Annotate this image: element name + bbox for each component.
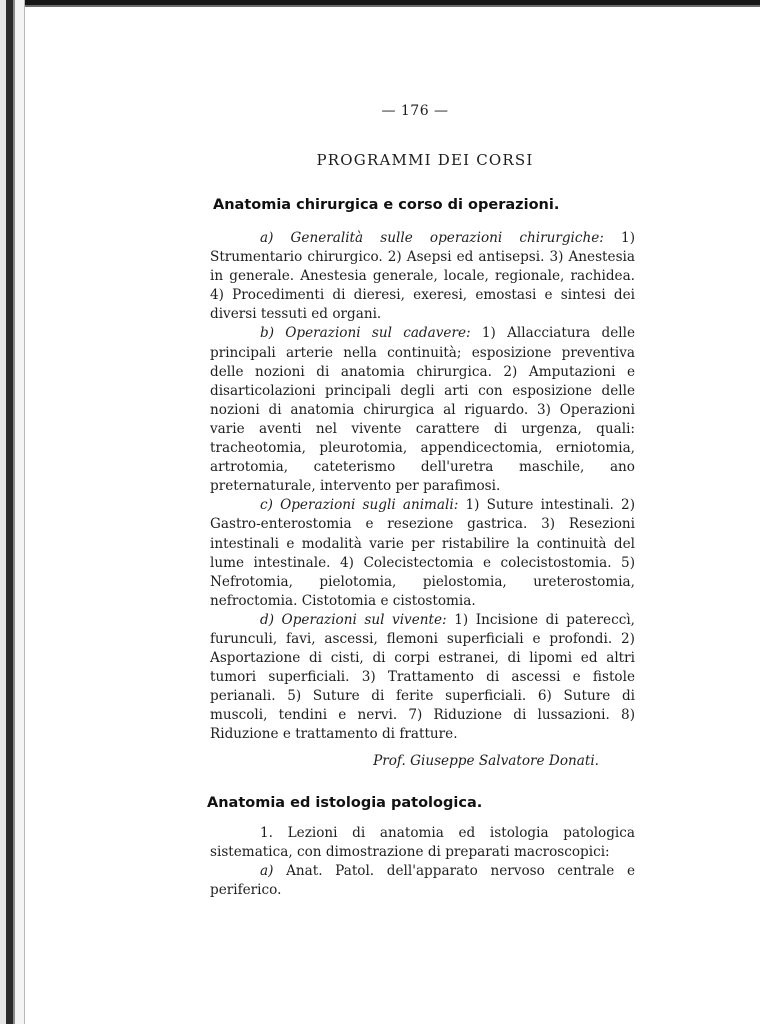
paragraph-text: 1) Suture intestinali. 2) Gastro-enterostomia e resezione gastrica. 3) Resezioni intestinali e modalità varie per ristabilire la continuità del lume intestinale. 4) Colecistectomia e colecistostomia. 5) Nefrotomia, pielotomia, pielostomia, ureterostomia, nefroctomia. Cistotomia e cistostomia. — [210, 497, 636, 609]
section-body-anatomia-chirurgica — [210, 229, 635, 771]
paragraph-text: 1) Incisione di patereccì, furunculi, favi, ascessi, flemoni superficiali e profondi. 2) Asportazione di cisti, di corpi estranei, di lipomi ed altri tumori superficiali. 3) Trattamento di ascessi e fistole perianali. 5) Suture di ferite superficiali. 6) Suture di muscoli, tendini e nervi. 7) Riduzione di lussazioni. 8) Riduzione e trattamento di fratture. — [210, 611, 636, 743]
paragraph-lead: c) Operazioni sugli animali: — [260, 497, 459, 514]
paragraph-text: 1. Lezioni di anatomia ed istologia patologica sistematica, con dimostrazione di preparati macroscopici: — [210, 825, 635, 861]
paragraph-generalita — [210, 229, 635, 324]
paragraph-text: Anat. Patol. dell'apparato nervoso centrale e periferico. — [210, 863, 635, 899]
scan-binding-edge — [0, 0, 28, 1024]
paragraph-vivente — [210, 611, 635, 745]
paragraph-lead: a) — [260, 863, 274, 880]
paragraph-animali — [210, 496, 635, 611]
section-title-anatomia-patologica: Anatomia ed istologia patologica. — [207, 795, 483, 811]
paragraph-text: 1) Allacciatura delle principali arterie nella continuità; esposizione preventiva delle nozioni di anatomia chirurgica. 2) Amputazioni e disarticolazioni principali degli arti con esposizione delle nozioni di anatomia chirurgica al riguardo. 3) Operazioni varie aventi nel vivente carattere di urgenza, quali: tracheotomia, pleurotomia, appendicectomia, erniotomia, artrotomia, cateterismo dell'uretra maschile, ano preternaturale, intervento per parafimosi. — [210, 325, 635, 495]
paragraph-cadavere — [210, 324, 635, 496]
paragraph-anat-patol — [210, 862, 635, 900]
paragraph-lezioni — [210, 824, 635, 862]
paragraph-text: 1) Strumentario chirurgico. 2) Asepsi ed antisepsi. 3) Anestesia in generale. Anestesia generale, locale, regionale, rachidea. 4) Procedimenti di dieresi, exeresi, emostasi e sintesi dei diversi tessuti ed organi. — [210, 230, 635, 323]
scan-top-edge — [0, 0, 760, 10]
paragraph-lead: d) Operazioni sul vivente: — [260, 611, 447, 628]
section-body-anatomia-patologica — [210, 824, 635, 900]
section-title-anatomia-chirurgica: Anatomia chirurgica e corso di operazioni. — [213, 197, 560, 213]
paragraph-lead: b) Operazioni sul cadavere: — [260, 325, 471, 342]
signature: Prof. Giuseppe Salvatore Donati. — [373, 752, 599, 769]
paragraph-lead: a) Generalità sulle operazioni chirurgiche: — [260, 230, 604, 246]
page-number: — 176 — — [381, 103, 449, 119]
page-header: PROGRAMMI DEI CORSI — [316, 151, 534, 169]
